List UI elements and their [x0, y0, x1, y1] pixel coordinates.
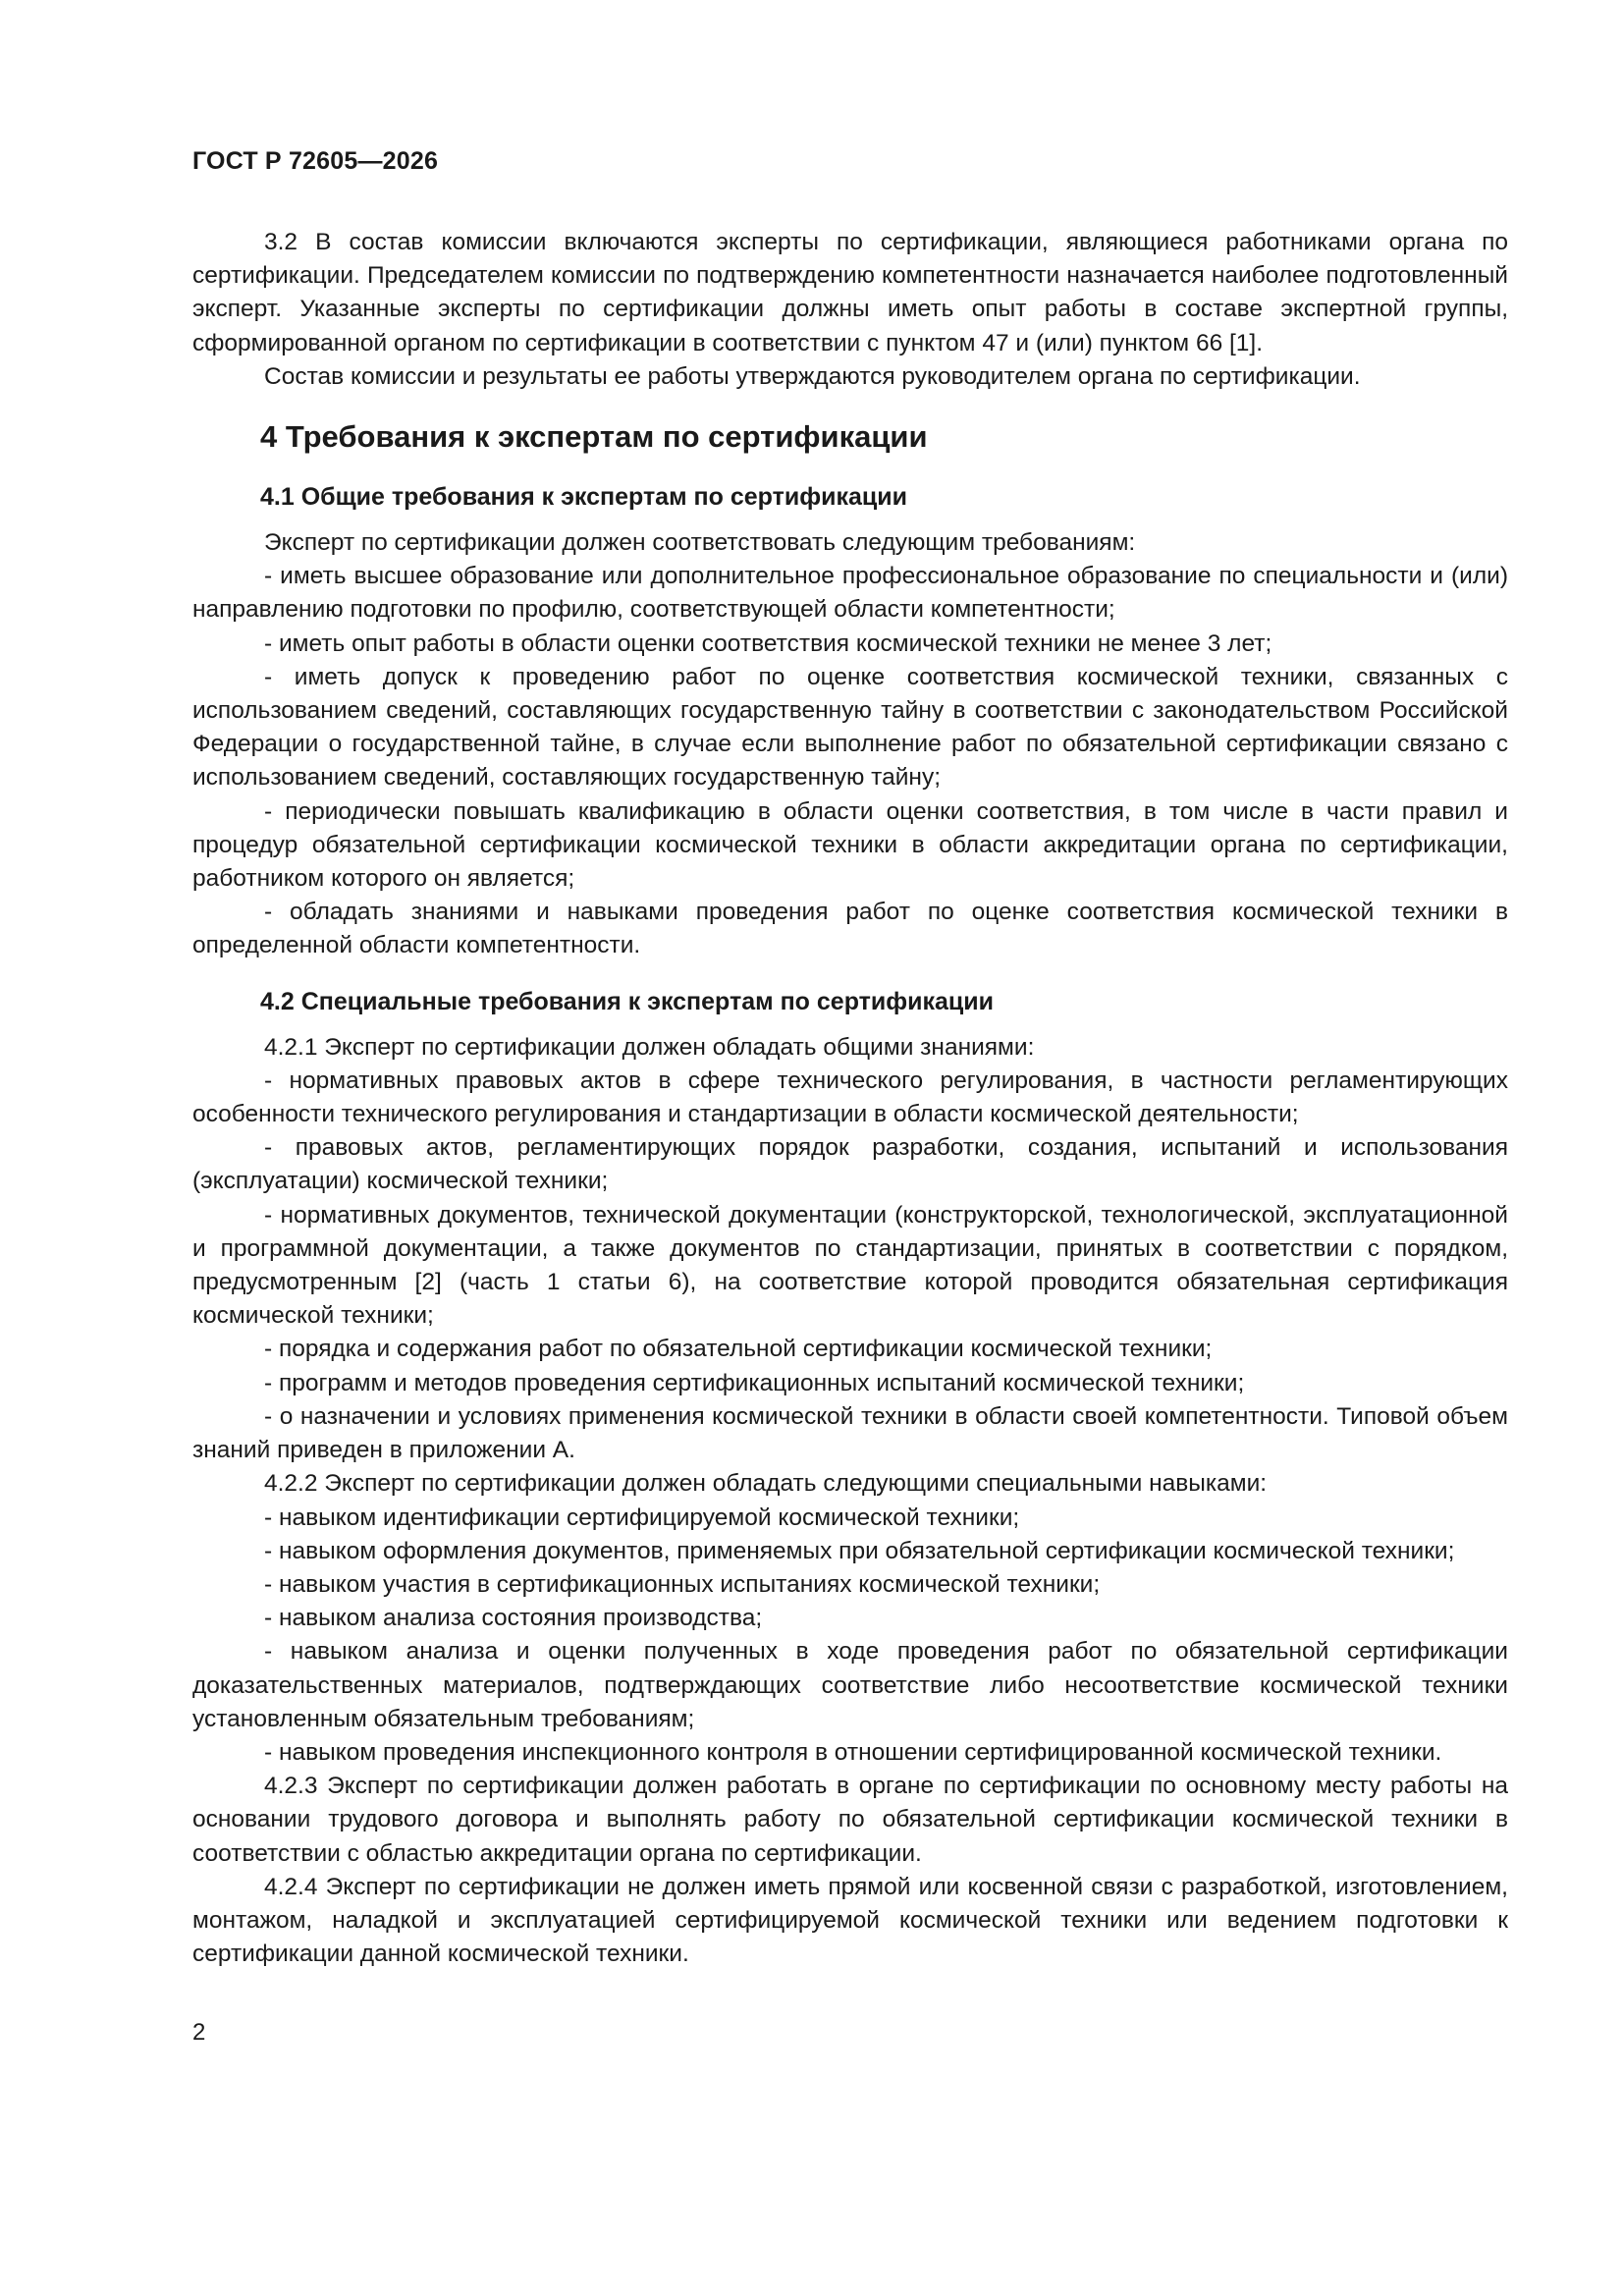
section-4-heading: 4 Требования к экспертам по сертификации: [260, 419, 928, 455]
list-item: - иметь опыт работы в области оценки соответствия космической техники не менее 3 лет;: [264, 629, 1272, 657]
list-item: - правовых актов, регламентирующих порядок разработки, создания, испытаний и использования (эксплуатации) космической техники;: [192, 1134, 1508, 1195]
list-item: - обладать знаниями и навыками проведения работ по оценке соответствия космической техники в определенной области компетентности.: [192, 899, 1508, 959]
section-4-2-heading: 4.2 Специальные требования к экспертам по сертификации: [260, 987, 995, 1015]
paragraph-4-1-intro: Эксперт по сертификации должен соответствовать следующим требованиям:: [264, 529, 1136, 557]
page-number: 2: [192, 2019, 206, 2046]
paragraph-4-2-4: 4.2.4 Эксперт по сертификации не должен иметь прямой или косвенной связи с разработкой, изготовлением, монтажом, наладкой и эксплуатацией сертифицируемой космической техники или ведением подготовки к сертификации данной космической техники.: [192, 1873, 1508, 1968]
document-body: [192, 226, 1508, 1971]
list-item: - иметь допуск к проведению работ по оценке соответствия космической техники, связанных с использованием сведений, составляющих государственную тайну в соответствии с законодательством Российской Федерации о государственной тайне, в случае если выполнение работ по обязательной сертификации связано с использованием сведений, составляющих государственную тайну;: [192, 663, 1508, 792]
paragraph-4-2-1-intro: 4.2.1 Эксперт по сертификации должен обладать общими знаниями:: [264, 1033, 1035, 1061]
paragraph-3-2: 3.2 В состав комиссии включаются эксперты по сертификации, являющиеся работниками органа по сертификации. Председателем комиссии по подтверждению компетентности назначается наиболее подготовленный эксперт. Указанные эксперты по сертификации должны иметь опыт работы в составе экспертной группы, сформированной органом по сертификации в соответствии с пунктом 47 и (или) пунктом 66 [1].: [192, 229, 1508, 356]
list-item: - периодически повышать квалификацию в области оценки соответствия, в том числе в части правил и процедур обязательной сертификации космической техники в области аккредитации органа по сертификации, работником которого он является;: [192, 797, 1508, 893]
paragraph-4-2-3: 4.2.3 Эксперт по сертификации должен работать в органе по сертификации по основному месту работы на основании трудового договора и выполнять работу по обязательной сертификации космической техники в соответствии с областью аккредитации органа по сертификации.: [192, 1773, 1508, 1867]
paragraph-4-2-2-intro: 4.2.2 Эксперт по сертификации должен обладать следующими специальными навыками:: [264, 1470, 1268, 1498]
list-item: - нормативных документов, технической документации (конструкторской, технологической, эксплуатационной и программной документации, а также документов по стандартизации, принятых в соответствии с порядком, предусмотренным [2] (часть 1 статьи 6), на соответствие которой проводится обязательная сертификация космической техники;: [192, 1201, 1508, 1330]
list-item: - порядка и содержания работ по обязательной сертификации космической техники;: [264, 1336, 1213, 1363]
document-id-header: ГОСТ Р 72605—2026: [192, 147, 439, 175]
paragraph-commission-approval: Состав комиссии и результаты ее работы утверждаются руководителем органа по сертификации.: [264, 362, 1361, 390]
list-item: - навыком анализа и оценки полученных в ходе проведения работ по обязательной сертификации доказательственных материалов, подтверждающих соответствие либо несоответствие космической техники установленным обязательным требованиям;: [192, 1638, 1508, 1732]
list-item: - навыком идентификации сертифицируемой космической техники;: [264, 1503, 1020, 1531]
list-item: - о назначении и условиях применения космической техники в области своей компетентности. Типовой объем знаний приведен в приложении А.: [192, 1402, 1508, 1464]
list-item: - нормативных правовых актов в сфере технического регулирования, в частности регламентирующих особенности технического регулирования и стандартизации в области космической деятельности;: [192, 1066, 1508, 1128]
list-item: - навыком анализа состояния производства;: [264, 1605, 763, 1632]
list-item: - навыком участия в сертификационных испытаниях космической техники;: [264, 1570, 1101, 1598]
list-item: - иметь высшее образование или дополнительное профессиональное образование по специальности и (или) направлению подготовки по профилю, соответствующей области компетентности;: [192, 563, 1508, 624]
list-item: - программ и методов проведения сертификационных испытаний космической техники;: [264, 1369, 1245, 1396]
section-4-1-heading: 4.1 Общие требования к экспертам по сертификации: [260, 483, 907, 512]
list-item: - навыком проведения инспекционного контроля в отношении сертифицированной космической техники.: [264, 1738, 1442, 1766]
list-item: - навыком оформления документов, применяемых при обязательной сертификации космической техники;: [264, 1537, 1455, 1564]
